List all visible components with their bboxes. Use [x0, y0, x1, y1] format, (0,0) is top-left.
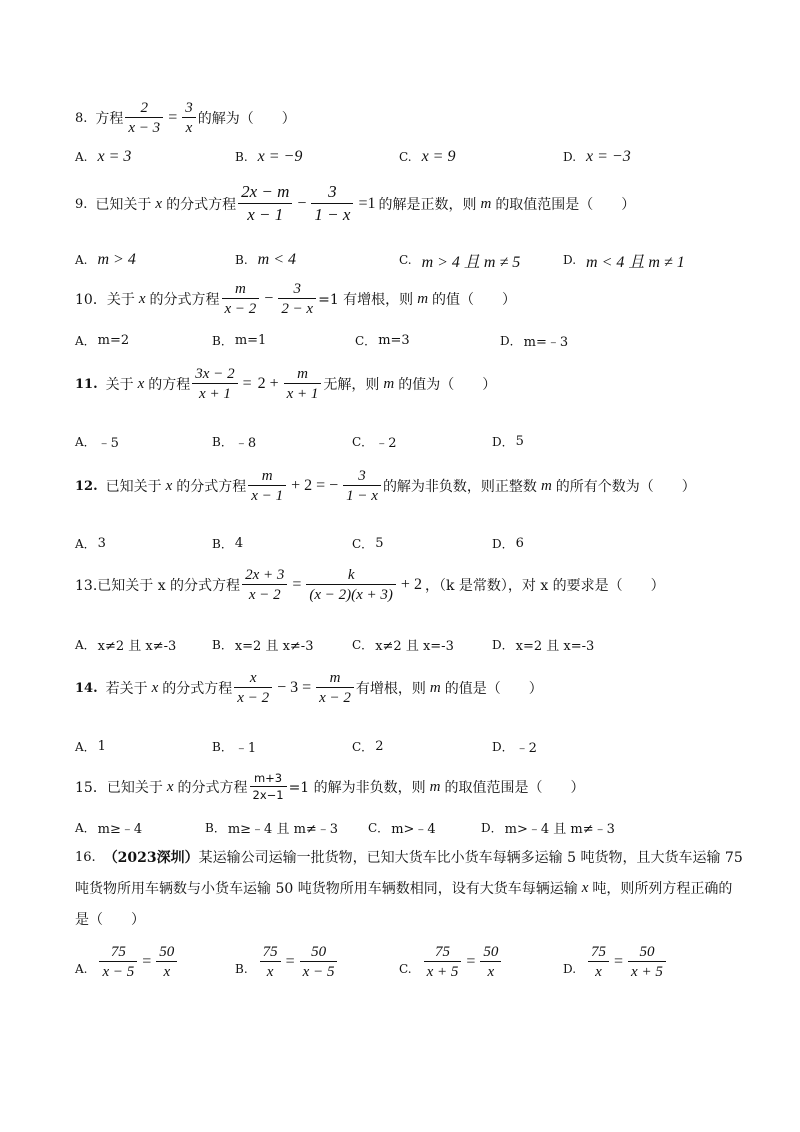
option-label: B. — [235, 150, 248, 164]
equals-sign: = — [168, 109, 178, 126]
question-12-options — [0, 533, 800, 553]
option-label: C． — [355, 333, 377, 348]
question-text: =1 的解为非负数，则 — [288, 780, 426, 796]
option-text: 2 — [375, 738, 384, 754]
question-text: 若关于 — [105, 681, 148, 697]
question-text: 无解，则 — [323, 377, 380, 393]
question-text: 的解为（ ） — [197, 111, 296, 127]
fraction-numerator: 75 — [434, 943, 450, 960]
option-text: 3 — [97, 535, 106, 551]
fraction-numerator: 2x − m — [241, 182, 290, 202]
fraction-denominator: (x − 2)(x + 3) — [309, 587, 393, 603]
option-b — [212, 736, 256, 756]
fraction-numerator: m — [329, 669, 341, 686]
option-b — [212, 330, 266, 350]
question-12 — [75, 465, 696, 507]
option-a — [75, 147, 131, 167]
option-label: C． — [352, 739, 374, 754]
option-d — [492, 634, 594, 654]
fraction-denominator: x + 1 — [286, 386, 319, 402]
fraction-denominator: x — [266, 964, 274, 980]
option-a — [75, 634, 176, 654]
option-text: m>﹣4 — [391, 821, 436, 837]
question-16-line-2 — [75, 878, 732, 898]
fraction-numerator: 50 — [159, 943, 175, 960]
question-text: 15．已知关于 — [75, 780, 163, 796]
question-8 — [75, 98, 296, 138]
fraction — [343, 468, 381, 505]
fraction-denominator: x + 5 — [426, 964, 459, 980]
option-label: A． — [75, 820, 96, 835]
fraction-numerator: x — [249, 669, 257, 686]
question-8-options — [0, 147, 800, 167]
option-a — [75, 330, 129, 350]
option-label: B. — [235, 253, 248, 267]
fraction — [316, 670, 354, 707]
question-15-options — [0, 817, 800, 837]
fraction-denominator: x − 3 — [128, 120, 161, 136]
question-text: 有增根，则 — [355, 681, 426, 697]
option-text: 4 — [234, 535, 244, 551]
option-text: x = −3 — [586, 148, 631, 165]
option-label: C． — [352, 434, 374, 449]
fraction — [248, 468, 286, 505]
fraction-numerator: 3 — [293, 280, 301, 297]
variable: m — [383, 375, 395, 392]
variable: x — [138, 290, 146, 307]
option-label: C． — [352, 536, 374, 551]
fraction — [234, 670, 272, 707]
question-text: 的取值范围是（ ） — [444, 780, 585, 796]
option-label: C. — [399, 150, 412, 164]
option-a — [75, 817, 142, 837]
fraction-numerator: m — [261, 467, 273, 484]
option-d — [500, 330, 568, 350]
question-text: 的分式方程 — [177, 780, 248, 796]
option-b — [235, 940, 339, 984]
variable: x — [151, 679, 159, 696]
option-d — [563, 940, 668, 984]
fraction-numerator: 2 — [140, 99, 149, 116]
question-number: 12. — [75, 478, 98, 494]
question-text: 13.已知关于 x 的分式方程 — [75, 578, 241, 594]
option-d — [481, 817, 615, 837]
fraction-denominator: 1 − x — [314, 205, 351, 224]
constant-term: 2 + — [257, 375, 279, 392]
minus-sign: − — [297, 195, 307, 212]
option-label: B． — [212, 637, 233, 652]
fraction-numerator: 75 — [262, 943, 278, 960]
question-text: 的值是（ ） — [444, 681, 543, 697]
question-text: 的值（ ） — [432, 292, 517, 308]
question-text: 的解是正数，则 — [378, 197, 477, 213]
question-15 — [75, 772, 585, 802]
fraction-numerator: 3 — [328, 182, 337, 202]
option-label: D. — [563, 962, 577, 976]
option-b — [235, 147, 302, 167]
operators: + 2 = − — [291, 477, 339, 494]
option-label: B． — [212, 739, 233, 754]
option-text: x = 3 — [97, 148, 132, 165]
option-text: x=2 且 x=-3 — [515, 638, 595, 654]
question-text: 的分式方程 — [166, 197, 237, 213]
option-d — [492, 533, 524, 553]
fraction-numerator: 50 — [311, 943, 327, 960]
variable: m — [480, 195, 492, 212]
question-text: 方程 — [95, 111, 124, 127]
question-text: 的所有个数为（ ） — [555, 479, 696, 495]
fraction-denominator: 1 − x — [346, 488, 378, 504]
option-label: B． — [212, 434, 233, 449]
option-c — [352, 634, 454, 654]
variable: x — [581, 879, 589, 896]
question-text: ，（k 是常数），对 x 的要求是（ ） — [424, 578, 665, 594]
fraction-denominator: x − 1 — [251, 488, 284, 504]
fraction-numerator: 75 — [110, 943, 126, 960]
equals-sign: = — [142, 953, 152, 970]
option-text: m > 4 — [97, 251, 136, 268]
variable: m — [540, 477, 552, 494]
fraction-numerator: m+3 — [253, 771, 283, 786]
variable: m — [429, 778, 441, 795]
fraction — [424, 944, 462, 981]
fraction — [156, 944, 177, 981]
question-text: 的解为非负数，则正整数 — [382, 479, 537, 495]
option-label: A． — [75, 637, 96, 652]
option-text: m=﹣3 — [523, 334, 569, 350]
question-9-options — [0, 250, 800, 270]
option-label: B. — [235, 962, 248, 976]
equals-sign: = — [292, 576, 302, 593]
option-text: x = 9 — [421, 148, 456, 165]
option-text: m < 4 — [257, 251, 296, 268]
fraction-denominator: x − 2 — [237, 690, 270, 706]
option-a — [75, 250, 136, 270]
option-a — [75, 431, 119, 451]
option-label: A. — [75, 150, 88, 164]
equals-sign: = — [466, 953, 476, 970]
option-text: m>﹣4 且 m≠﹣3 — [504, 821, 615, 837]
question-13-options — [0, 634, 800, 654]
option-label: D． — [492, 739, 514, 754]
question-number: 8. — [75, 110, 88, 126]
option-text: x = −9 — [257, 148, 303, 165]
fraction-numerator: k — [347, 566, 355, 583]
option-b — [212, 533, 243, 553]
fraction-numerator: 2x + 3 — [245, 566, 285, 583]
question-source: （2023深圳） — [103, 850, 199, 866]
option-c — [352, 431, 396, 451]
fraction — [284, 366, 322, 403]
fraction-numerator: 50 — [483, 943, 499, 960]
equals-one: =1 — [358, 195, 376, 212]
option-text: ﹣8 — [234, 435, 257, 451]
option-label: C. — [399, 253, 412, 267]
fraction-denominator: 2 − x — [281, 301, 314, 317]
option-d — [563, 250, 685, 270]
fraction-denominator: x − 2 — [319, 690, 351, 706]
question-text: 是（ ） — [75, 912, 145, 928]
option-text: m=3 — [378, 332, 410, 348]
fraction-denominator: x — [185, 120, 193, 136]
question-10 — [75, 281, 516, 317]
fraction-denominator: x − 5 — [302, 964, 335, 980]
fraction-denominator: x — [595, 964, 602, 980]
option-text: 6 — [515, 535, 524, 551]
question-16-line-3 — [75, 909, 145, 929]
option-label: A. — [75, 962, 88, 976]
question-16-options — [0, 940, 800, 984]
option-a — [75, 533, 106, 553]
question-text: 关于 — [105, 377, 134, 393]
fraction — [480, 944, 501, 981]
option-label: C． — [368, 820, 390, 835]
option-text: ﹣2 — [375, 435, 397, 451]
option-c — [368, 817, 436, 837]
option-label: B． — [212, 333, 233, 348]
option-label: D． — [492, 434, 514, 449]
option-label: D． — [500, 333, 522, 348]
fraction-numerator: 3x − 2 — [195, 365, 235, 382]
fraction — [99, 944, 137, 981]
option-label: A． — [75, 333, 96, 348]
fraction — [260, 944, 281, 981]
option-c — [352, 736, 383, 756]
fraction — [300, 944, 338, 981]
constant-term: + 2 — [400, 576, 422, 593]
question-text: 的分式方程 — [176, 479, 247, 495]
option-b — [205, 817, 338, 837]
option-label: D． — [492, 536, 514, 551]
option-d — [492, 431, 524, 451]
variable: x — [155, 195, 163, 212]
option-text: x=2 且 x≠-3 — [234, 638, 314, 654]
option-a — [75, 736, 106, 756]
fraction — [242, 567, 287, 604]
question-text: 的分式方程 — [162, 681, 233, 697]
question-text: 的分式方程 — [149, 292, 220, 308]
question-text: 某运输公司运输一批货物，已知大货车比小货车每辆多运输 5 吨货物，且大货车运输 75 — [198, 850, 743, 866]
option-c — [399, 250, 520, 270]
fraction-numerator: m — [234, 280, 246, 297]
option-text: 5 — [375, 535, 384, 551]
minus-sign: − — [264, 290, 274, 307]
fraction-denominator: x − 2 — [224, 301, 257, 317]
fraction-denominator: x − 5 — [102, 964, 135, 980]
option-c — [399, 940, 503, 984]
option-text: 1 — [97, 738, 106, 754]
fraction-numerator: 3 — [358, 467, 366, 484]
question-text: 吨货物所用车辆数与小货车运输 50 吨货物所用车辆数相同，设有大货车每辆运输 — [75, 881, 578, 897]
option-text: m≥﹣4 且 m≠﹣3 — [227, 821, 339, 837]
option-c — [355, 330, 410, 350]
question-11-options — [0, 431, 800, 451]
question-text: 的取值范围是（ ） — [495, 197, 636, 213]
option-text: ﹣1 — [234, 740, 257, 756]
option-text: m > 4 且 m ≠ 5 — [421, 253, 521, 271]
fraction — [238, 183, 292, 224]
question-11 — [75, 363, 496, 405]
option-text: m=2 — [97, 332, 130, 348]
variable: x — [137, 375, 145, 392]
fraction — [192, 366, 237, 403]
question-text: 已知关于 — [105, 479, 162, 495]
option-label: B． — [212, 536, 233, 551]
option-text: ﹣5 — [97, 435, 119, 451]
variable: m — [429, 679, 441, 696]
question-10-options — [0, 330, 800, 350]
fraction — [588, 944, 609, 981]
equals-sign: = — [285, 953, 295, 970]
question-text: 吨，则所列方程正确的 — [592, 881, 733, 897]
option-text: m≥﹣4 — [97, 821, 143, 837]
variable: x — [165, 477, 173, 494]
variable: x — [166, 778, 174, 795]
question-number: 16. — [75, 849, 96, 865]
question-14-options — [0, 736, 800, 756]
option-label: D． — [481, 820, 503, 835]
fraction — [182, 100, 196, 137]
fraction — [628, 944, 666, 981]
question-text: 的方程 — [148, 377, 191, 393]
option-label: B． — [205, 820, 226, 835]
fraction-numerator: m — [297, 365, 308, 382]
question-number: 9. — [75, 196, 88, 212]
fraction-denominator: x — [163, 964, 171, 980]
option-c — [352, 533, 383, 553]
option-label: A. — [75, 253, 88, 267]
fraction-denominator: x − 2 — [248, 587, 281, 603]
question-9 — [75, 182, 635, 226]
option-label: A． — [75, 536, 96, 551]
option-text: ﹣2 — [515, 740, 537, 756]
question-text: =1 有增根，则 — [318, 292, 414, 308]
option-text: m < 4 且 m ≠ 1 — [586, 253, 685, 271]
option-label: C. — [399, 962, 412, 976]
question-13 — [75, 563, 665, 607]
option-label: A． — [75, 434, 96, 449]
fraction-denominator: x − 1 — [247, 205, 284, 224]
operators: − 3 = — [277, 679, 312, 696]
fraction-numerator: 75 — [591, 943, 607, 960]
option-b — [235, 250, 296, 270]
fraction-denominator: x + 5 — [631, 964, 663, 980]
fraction — [306, 567, 396, 604]
fraction-denominator: x + 1 — [199, 386, 231, 402]
option-text: x≠2 且 x≠-3 — [97, 638, 177, 654]
option-text: m=1 — [234, 332, 267, 348]
equals-sign: = — [614, 953, 624, 970]
question-number: 11. — [75, 376, 98, 392]
question-text: 的值为（ ） — [398, 377, 497, 393]
question-text: 已知关于 — [95, 197, 152, 213]
option-a — [75, 940, 179, 984]
option-b — [212, 431, 256, 451]
equals-sign: = — [242, 375, 252, 392]
fraction — [250, 772, 287, 801]
fraction-denominator: 2x−1 — [252, 788, 284, 802]
variable: m — [417, 290, 429, 307]
fraction — [222, 281, 260, 318]
question-number: 14. — [75, 680, 98, 696]
option-label: A． — [75, 739, 96, 754]
fraction — [278, 281, 316, 318]
fraction-denominator: x — [487, 964, 495, 980]
option-d — [563, 147, 631, 167]
fraction — [125, 100, 163, 137]
fraction-numerator: 50 — [639, 943, 655, 960]
fraction-numerator: 3 — [185, 99, 193, 116]
option-text: 5 — [515, 433, 524, 449]
option-d — [492, 736, 537, 756]
fraction — [311, 183, 353, 224]
option-text: x≠2 且 x=-3 — [375, 638, 454, 654]
option-label: D. — [563, 253, 577, 267]
question-14 — [75, 667, 543, 709]
option-label: D. — [563, 150, 577, 164]
question-16-line-1 — [75, 847, 743, 867]
option-label: C． — [352, 637, 374, 652]
option-c — [399, 147, 455, 167]
question-text: 10．关于 — [75, 292, 135, 308]
option-label: D． — [492, 637, 514, 652]
option-b — [212, 634, 313, 654]
